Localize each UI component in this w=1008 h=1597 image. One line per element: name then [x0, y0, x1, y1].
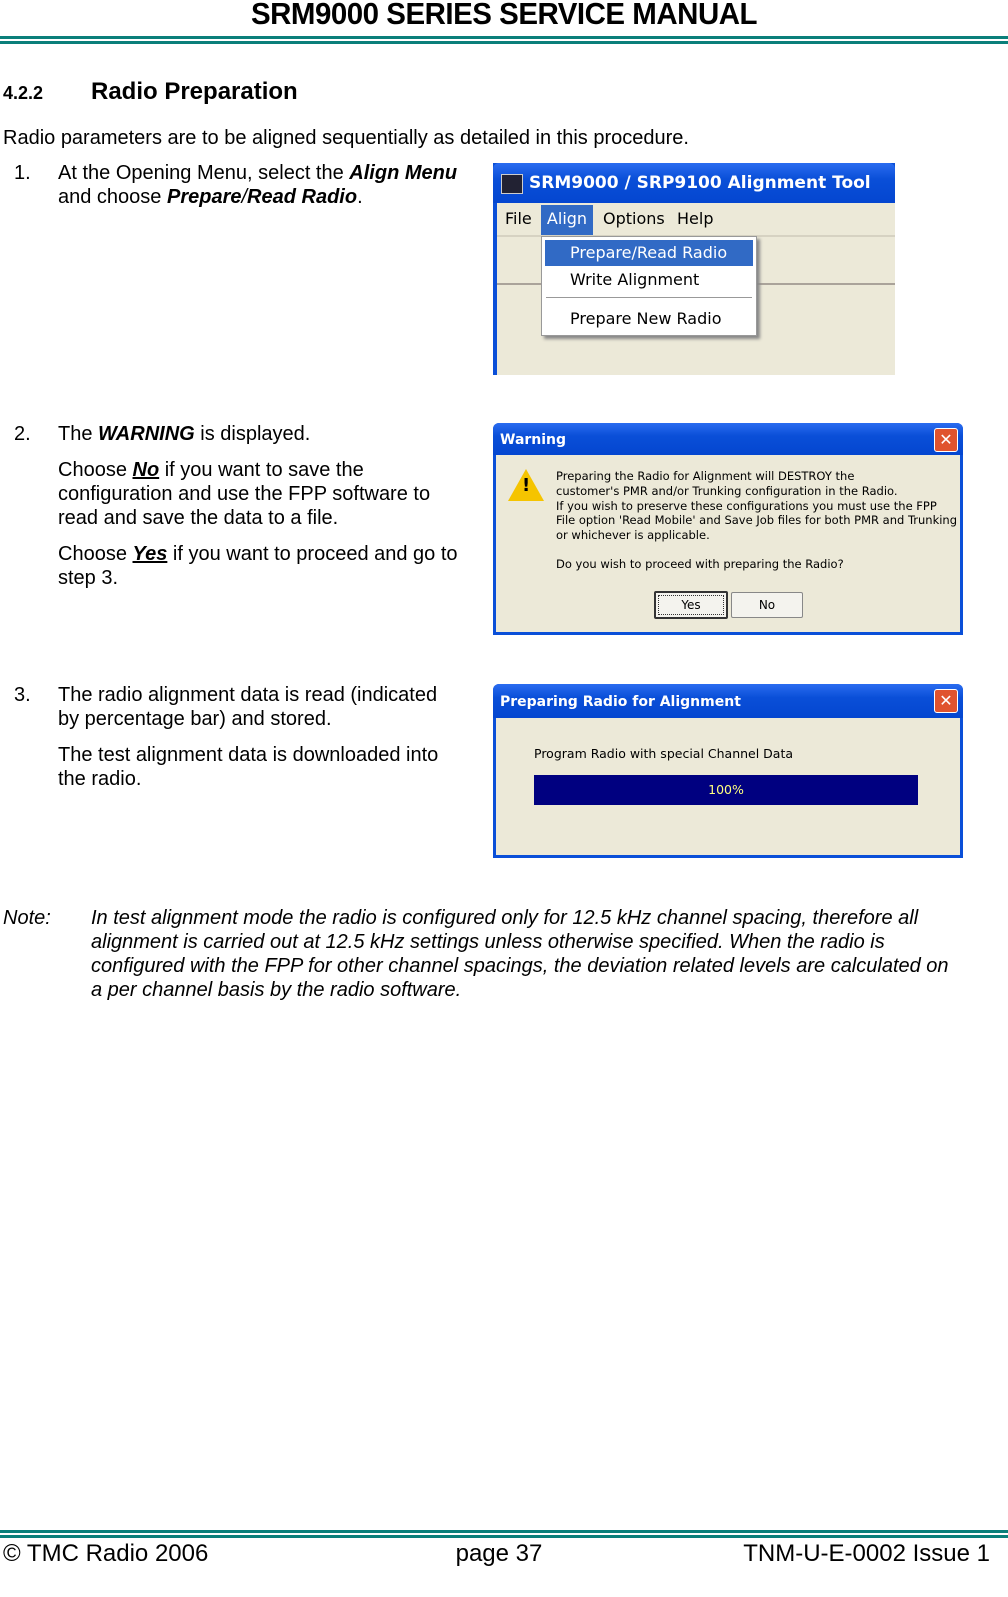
text: read and save the data to a file.	[58, 507, 339, 529]
text: step 3.	[58, 567, 119, 589]
note-line: alignment is carried out at 12.5 kHz settings unless otherwise specified. When the radio is	[91, 931, 885, 953]
emphasis: WARNING	[98, 423, 195, 445]
footer-page-number: page 37	[455, 1540, 543, 1567]
emphasis: Read Radio	[247, 186, 358, 208]
message-line: Preparing the Radio for Alignment will DESTROY the	[556, 469, 855, 483]
menu-item-prepare-new-radio[interactable]: Prepare New Radio	[570, 309, 722, 328]
message-question: Do you wish to proceed with preparing the Radio?	[556, 556, 844, 571]
emphasis: Align Menu	[349, 162, 458, 184]
menu-align[interactable]: Align	[541, 205, 593, 235]
text: and choose	[58, 186, 167, 208]
menu-bar	[497, 203, 895, 237]
yes-button[interactable]: Yes	[654, 591, 728, 619]
text: configuration and use the FPP software to	[58, 483, 431, 505]
close-icon[interactable]: ✕	[934, 428, 958, 452]
emphasis: Prepare	[166, 186, 242, 208]
note-label: Note:	[3, 907, 51, 929]
app-icon	[501, 174, 523, 194]
note-line: In test alignment mode the radio is configured only for 12.5 kHz channel spacing, therefore all	[91, 907, 919, 929]
close-icon[interactable]: ✕	[934, 689, 958, 713]
no-button[interactable]: No	[731, 592, 803, 618]
header-rule	[0, 36, 1008, 39]
text: The test alignment data is downloaded into	[58, 744, 439, 766]
text: At the Opening Menu, select the	[58, 162, 350, 184]
note-line: a per channel basis by the radio software.	[91, 979, 462, 1001]
menu-item-write-alignment[interactable]: Write Alignment	[570, 270, 700, 289]
menu-file[interactable]: File	[505, 209, 532, 228]
progress-text: 100%	[708, 782, 744, 797]
footer-rule	[0, 1535, 1008, 1538]
progress-label: Program Radio with special Channel Data	[534, 746, 794, 761]
progress-bar	[534, 775, 918, 805]
step-2-text	[58, 422, 488, 590]
emphasis: No	[132, 459, 160, 481]
alignment-tool-screenshot	[493, 163, 895, 375]
message-line: customer's PMR and/or Trunking configuration in the Radio.	[556, 483, 898, 498]
step-number: 1.	[14, 162, 31, 184]
dialog-title: Warning	[500, 432, 567, 448]
text: is displayed.	[194, 423, 311, 445]
text: the radio.	[58, 768, 142, 790]
section-number: 4.2.2	[3, 83, 44, 103]
app-title: SRM9000 / SRP9100 Alignment Tool	[529, 173, 871, 193]
message-line: If you wish to preserve these configurations you must use the FPP	[556, 498, 937, 513]
text: by percentage bar) and stored.	[58, 708, 332, 730]
warning-message	[556, 469, 957, 572]
footer-doc-id: TNM-U-E-0002 Issue 1	[743, 1540, 990, 1567]
menu-help[interactable]: Help	[677, 209, 714, 228]
text: The	[58, 423, 99, 445]
progress-dialog	[493, 684, 963, 858]
step-number: 2.	[14, 423, 31, 445]
text: if you want to proceed and go to	[167, 543, 458, 565]
emphasis: Yes	[132, 543, 168, 565]
intro-text: Radio parameters are to be aligned sequentially as detailed in this procedure.	[3, 127, 689, 149]
message-line: File option 'Read Mobile' and Save Job files for both PMR and Trunking	[556, 513, 958, 528]
section-title: Radio Preparation	[91, 78, 298, 105]
text: /	[241, 186, 248, 208]
page-header-title: SRM9000 SERIES SERVICE MANUAL	[250, 0, 758, 31]
note-line: configured with the FPP for other channel spacings, the deviation related levels are calculated on	[91, 955, 949, 977]
text: Choose	[58, 459, 133, 481]
footer-copyright: © TMC Radio 2006	[3, 1540, 209, 1567]
warning-dialog: Warning ✕ ! Preparing the Radio for Alignment will DESTROY the customer's PMR and/or Trunking configuration in the Radio. If you wish to preserve these configurations you must use the FPP File option 'Read Mobile' and Save Job files for both PMR and Trunking or whichever is applicable. Do you wish to proceed with preparing the Radio? Yes No	[493, 423, 963, 635]
step-3-text	[58, 683, 488, 791]
footer-rule	[0, 1530, 1008, 1533]
text: The radio alignment data is read (indicated	[58, 684, 438, 706]
menu-options[interactable]: Options	[603, 209, 665, 228]
text: if you want to save the	[159, 459, 364, 481]
align-dropdown	[541, 236, 757, 336]
step-1-text	[58, 161, 488, 209]
menu-separator	[546, 297, 752, 298]
header-rule	[0, 41, 1008, 44]
dialog-title: Preparing Radio for Alignment	[500, 694, 741, 710]
step-number: 3.	[14, 684, 31, 706]
menu-item-prepare-read-radio[interactable]: Prepare/Read Radio	[545, 240, 753, 266]
text: .	[357, 186, 363, 208]
text: Choose	[58, 543, 133, 565]
note-text	[91, 906, 949, 1002]
message-line: or whichever is applicable.	[556, 528, 710, 543]
